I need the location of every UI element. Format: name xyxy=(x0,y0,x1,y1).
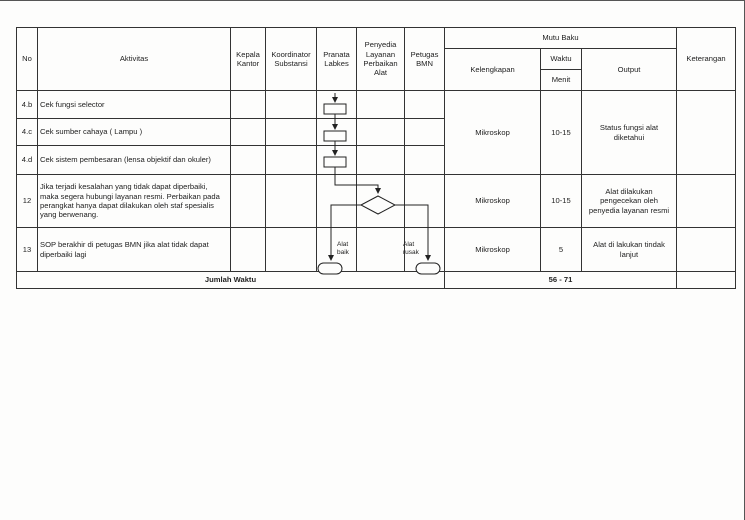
sop-table xyxy=(16,27,736,289)
row-kelengkapan: Mikroskop xyxy=(445,228,541,272)
row-output: Status fungsi alat diketahui xyxy=(582,91,677,175)
page-top-border xyxy=(0,0,745,1)
col-output-header: Output xyxy=(582,49,677,91)
row-number: 4.b xyxy=(17,91,38,119)
col-waktu-header: Waktu xyxy=(541,49,582,70)
col-no-header: No xyxy=(17,28,38,91)
jumlah-waktu-total: 56 - 71 xyxy=(445,272,677,289)
col-penyedia-header: Penyedia Layanan Perbaikan Alat xyxy=(357,28,405,91)
jumlah-waktu-label: Jumlah Waktu xyxy=(17,272,445,289)
row-output: Alat dilakukan pengecekan oleh penyedia layanan resmi xyxy=(582,175,677,228)
label-alat-baik: Alat baik xyxy=(337,241,349,256)
row-output: Alat di lakukan tindak lanjut xyxy=(582,228,677,272)
row-activity: Cek sumber cahaya ( Lampu ) xyxy=(38,119,231,146)
row-activity: Cek sistem pembesaran (lensa objektif dan okuler) xyxy=(38,146,231,175)
col-petugas-bmn-header: Petugas BMN xyxy=(405,28,445,91)
col-kepala-kantor-header: Kepala Kantor xyxy=(231,28,266,91)
table-row xyxy=(17,228,736,272)
col-aktivitas-header: Aktivitas xyxy=(38,28,231,91)
col-menit-header: Menit xyxy=(541,70,582,91)
row-number: 4.c xyxy=(17,119,38,146)
row-activity: SOP berakhir di petugas BMN jika alat tidak dapat diperbaiki lagi xyxy=(38,228,231,272)
row-waktu: 10-15 xyxy=(541,175,582,228)
header-row-1 xyxy=(17,28,736,49)
table-row xyxy=(17,91,736,119)
row-kelengkapan: Mikroskop xyxy=(445,175,541,228)
total-keterangan xyxy=(677,272,736,289)
col-koordinator-header: Koordinator Substansi xyxy=(266,28,317,91)
col-kelengkapan-header: Kelengkapan xyxy=(445,49,541,91)
total-row xyxy=(17,272,736,289)
row-kelengkapan: Mikroskop xyxy=(445,91,541,175)
row-activity: Cek fungsi selector xyxy=(38,91,231,119)
row-keterangan xyxy=(677,175,736,228)
row-keterangan xyxy=(677,91,736,175)
col-pranata-header: Pranata Labkes xyxy=(317,28,357,91)
table-row xyxy=(17,175,736,228)
row-activity: Jika terjadi kesalahan yang tidak dapat diperbaiki, maka segera hubungi layanan resmi. Perbaikan pada perangkat hanya dapat dilakukan oleh staf spesialis yang berwenang. xyxy=(38,175,231,228)
row-number: 4.d xyxy=(17,146,38,175)
row-waktu: 10-15 xyxy=(541,91,582,175)
mutu-baku-header: Mutu Baku xyxy=(445,28,677,49)
label-alat-rusak: Alat rusak xyxy=(403,241,419,256)
row-number: 13 xyxy=(17,228,38,272)
row-keterangan xyxy=(677,228,736,272)
row-waktu: 5 xyxy=(541,228,582,272)
col-keterangan-header: Keterangan xyxy=(677,28,736,91)
row-number: 12 xyxy=(17,175,38,228)
